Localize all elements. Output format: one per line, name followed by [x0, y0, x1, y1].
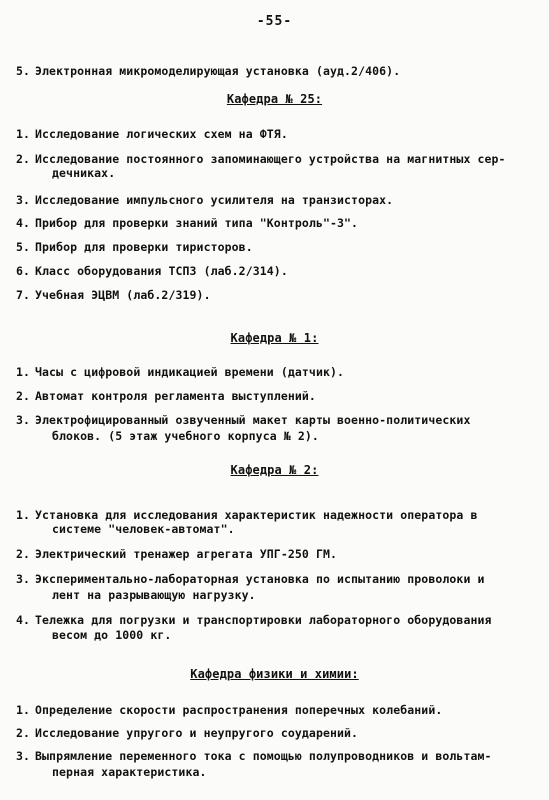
list-item: [0, 365, 549, 379]
list-item: [0, 547, 549, 561]
section-heading-text: Кафедра № 2:: [230, 463, 319, 477]
list-item: [0, 572, 549, 586]
list-item-text: весом до 1000 кг.: [52, 628, 172, 642]
page-number: -55-: [256, 14, 293, 29]
list-item-number: 4.: [15, 613, 30, 627]
list-item-text: лент на разрывающую нагрузку.: [52, 588, 256, 602]
list-item-text: Определение скорости распространения поперечных колебаний.: [35, 703, 443, 717]
section-heading: [0, 92, 549, 106]
list-item: [0, 703, 549, 717]
list-item-number: 2.: [15, 152, 30, 166]
list-item-text: Автомат контроля регламента выступлений.: [35, 389, 316, 403]
list-item-number: 5.: [15, 240, 30, 254]
list-item-text: Выпрямление переменного тока с помощью полупроводников и вольтам-: [35, 749, 492, 763]
list-item-number: 1.: [15, 365, 30, 379]
list-item-text: Часы с цифровой индикацией времени (датчик).: [35, 365, 345, 379]
list-item-text: Установка для исследования характеристик надежности оператора в: [35, 508, 478, 522]
list-item-number: 2.: [15, 547, 30, 561]
list-item-text: Исследование упругого и неупругого соударений.: [35, 726, 359, 740]
list-item-number: 3.: [15, 413, 30, 427]
section-heading-text: Кафедра № 25:: [226, 92, 323, 106]
list-item: [0, 264, 549, 278]
list-item-number: 3.: [15, 572, 30, 586]
section-heading: [0, 331, 549, 345]
list-item-number: 2.: [15, 726, 30, 740]
list-item: [0, 413, 549, 427]
list-item-text: Учебная ЭЦВМ (лаб.2/319).: [35, 288, 211, 302]
list-item: [0, 749, 549, 763]
list-item-continuation: [0, 522, 549, 536]
list-item-number: 7.: [15, 288, 30, 302]
list-item-text: Класс оборудования ТСПЗ (лаб.2/314).: [35, 264, 288, 278]
list-item-continuation: [0, 429, 549, 443]
list-item-text: Исследование постоянного запоминающего устройства на магнитных сер-: [35, 152, 506, 166]
list-item-text: Электрофицированный озвученный макет карты военно-политических: [35, 413, 471, 427]
list-item: [0, 288, 549, 302]
list-item-number: 6.: [15, 264, 30, 278]
list-item-number: 1.: [15, 703, 30, 717]
list-item-text: блоков. (5 этаж учебного корпуса № 2).: [52, 429, 319, 443]
list-item-text: перная характеристика.: [52, 765, 207, 779]
list-item: [0, 216, 549, 230]
section-heading: [0, 463, 549, 477]
list-item-text: Экспериментально-лабораторная установка по испытанию проволоки и: [35, 572, 485, 586]
section-heading-text: Кафедра физики и химии:: [190, 667, 359, 681]
list-item-text: Электронная микромоделирующая установка (ауд.2/406).: [35, 64, 401, 78]
list-item-number: 2.: [15, 389, 30, 403]
list-item: [0, 508, 549, 522]
list-item-number: 3.: [15, 193, 30, 207]
list-item-number: 5.: [15, 64, 30, 78]
section-heading: [0, 667, 549, 681]
list-item-continuation: [0, 765, 549, 779]
list-item-continuation: [0, 166, 549, 180]
list-item-number: 3.: [15, 749, 30, 763]
list-item: [0, 726, 549, 740]
list-item-number: 1.: [15, 127, 30, 141]
list-item-continuation: [0, 628, 549, 642]
list-item-text: Исследование импульсного усилителя на транзисторах.: [35, 193, 394, 207]
list-item: [0, 64, 549, 78]
list-item: [0, 193, 549, 207]
list-item-number: 4.: [15, 216, 30, 230]
list-item-continuation: [0, 588, 549, 602]
list-item-text: Исследование логических схем на ФТЯ.: [35, 127, 288, 141]
list-item-text: дечниках.: [52, 166, 116, 180]
list-item-text: Прибор для проверки знаний типа "Контроль"-3".: [35, 216, 359, 230]
list-item-text: Прибор для проверки тиристоров.: [35, 240, 253, 254]
list-item: [0, 152, 549, 166]
list-item-text: Электрический тренажер агрегата УПГ-250 ГМ.: [35, 547, 338, 561]
list-item-text: Тележка для погрузки и транспортировки лабораторного оборудования: [35, 613, 492, 627]
list-item: [0, 127, 549, 141]
list-item: [0, 240, 549, 254]
list-item: [0, 613, 549, 627]
section-heading-text: Кафедра № 1:: [230, 331, 319, 345]
list-item: [0, 389, 549, 403]
list-item-text: системе "человек-автомат".: [52, 522, 235, 536]
list-item-number: 1.: [15, 508, 30, 522]
